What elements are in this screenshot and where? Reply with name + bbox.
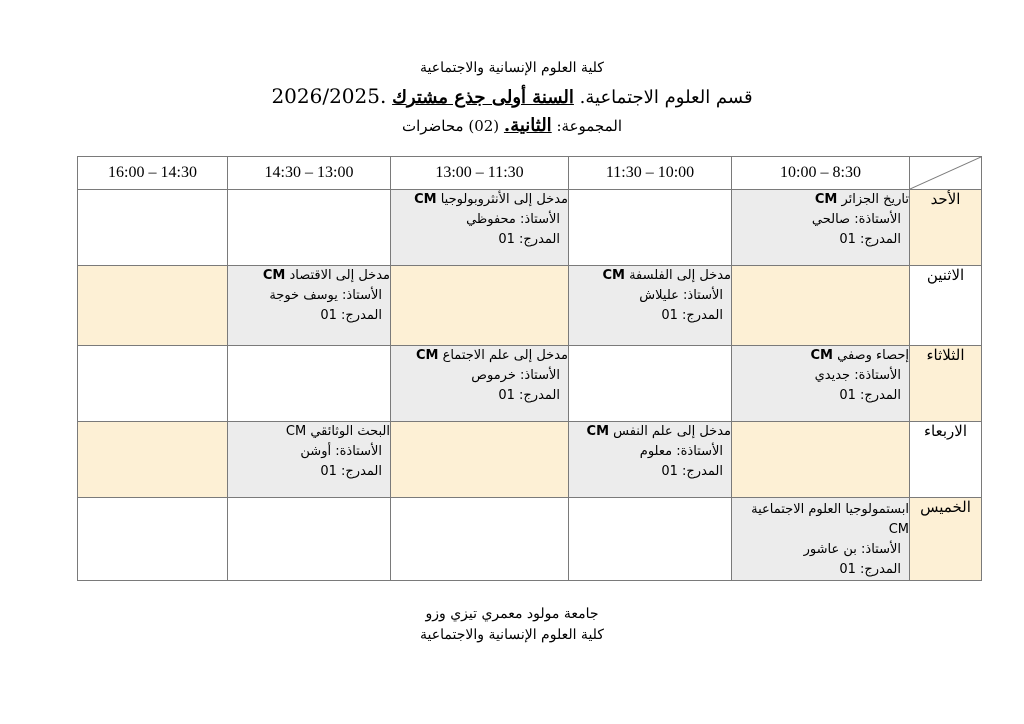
academic-year: .2026/2025 [271,84,387,108]
empty-cell [732,422,910,498]
day-row [78,190,982,266]
department-line [0,84,1024,108]
empty-cell [569,498,732,581]
empty-cell [228,346,391,422]
empty-cell [78,346,228,422]
diagonal-line-icon [910,157,981,189]
day-name: الاثنين [910,266,982,346]
day-name: الاربعاء [910,422,982,498]
day-row [78,422,982,498]
course-cell: تاريخ الجزائر CM الأستاذة: صالحي المدرج: 01 [732,190,910,266]
course-cell: مدخل إلى الاقتصاد CM الأستاذ: يوسف خوجة المدرج: 01 [228,266,391,346]
time-slot-header: 16:00 – 14:30 [78,157,228,190]
day-row [78,346,982,422]
course-cell: مدخل إلى الفلسفة CM الأستاذ: عليلاش المدرج: 01 [569,266,732,346]
time-slot-header: 10:00 – 8:30 [732,157,910,190]
day-name: الثلاثاء [910,346,982,422]
empty-cell [391,422,569,498]
empty-cell [78,266,228,346]
timetable [77,156,982,581]
faculty-title: كلية العلوم الإنسانية والاجتماعية [420,60,604,76]
empty-cell [78,190,228,266]
day-name: الخميس [910,498,982,581]
empty-cell [391,498,569,581]
day-row [78,498,982,581]
empty-cell [228,498,391,581]
day-row [78,266,982,346]
time-slot-header: 11:30 – 10:00 [569,157,732,190]
empty-cell [78,422,228,498]
course-cell: مدخل إلى علم الاجتماع CM الأستاذ: خرموص المدرج: 01 [391,346,569,422]
empty-cell [732,266,910,346]
time-slot-header: 14:30 – 13:00 [228,157,391,190]
empty-cell [228,190,391,266]
group-line [0,115,1024,136]
group-type: (02) محاضرات [401,117,500,135]
department-name: قسم العلوم الاجتماعية. [579,87,753,108]
empty-cell [569,346,732,422]
day-name: الأحد [910,190,982,266]
course-cell: إحصاء وصفي CM الأستاذة: جديدي المدرج: 01 [732,346,910,422]
university-name: جامعة مولود معمري تيزي وزو [425,606,599,622]
group-name: الثانية. [503,115,552,136]
course-cell: البحث الوثائقي CM الأستاذة: أوشن المدرج: 01 [228,422,391,498]
group-label: المجموعة: [556,117,623,135]
empty-cell [569,190,732,266]
faculty-footer: كلية العلوم الإنسانية والاجتماعية [420,627,604,643]
corner-cell [910,157,982,190]
course-cell: مدخل إلى علم النفس CM الأستاذة: معلوم المدرج: 01 [569,422,732,498]
header-row [78,157,982,190]
empty-cell [78,498,228,581]
course-cell: ابستمولوجيا العلوم الاجتماعية CM الأستاذ: بن عاشور المدرج: 01 [732,498,910,581]
level-name: السنة أولى جذع مشترك [392,87,574,108]
time-slot-header: 13:00 – 11:30 [391,157,569,190]
empty-cell [391,266,569,346]
course-cell: مدخل إلى الأنثروبولوجيا CM الأستاذ: محفوظي المدرج: 01 [391,190,569,266]
